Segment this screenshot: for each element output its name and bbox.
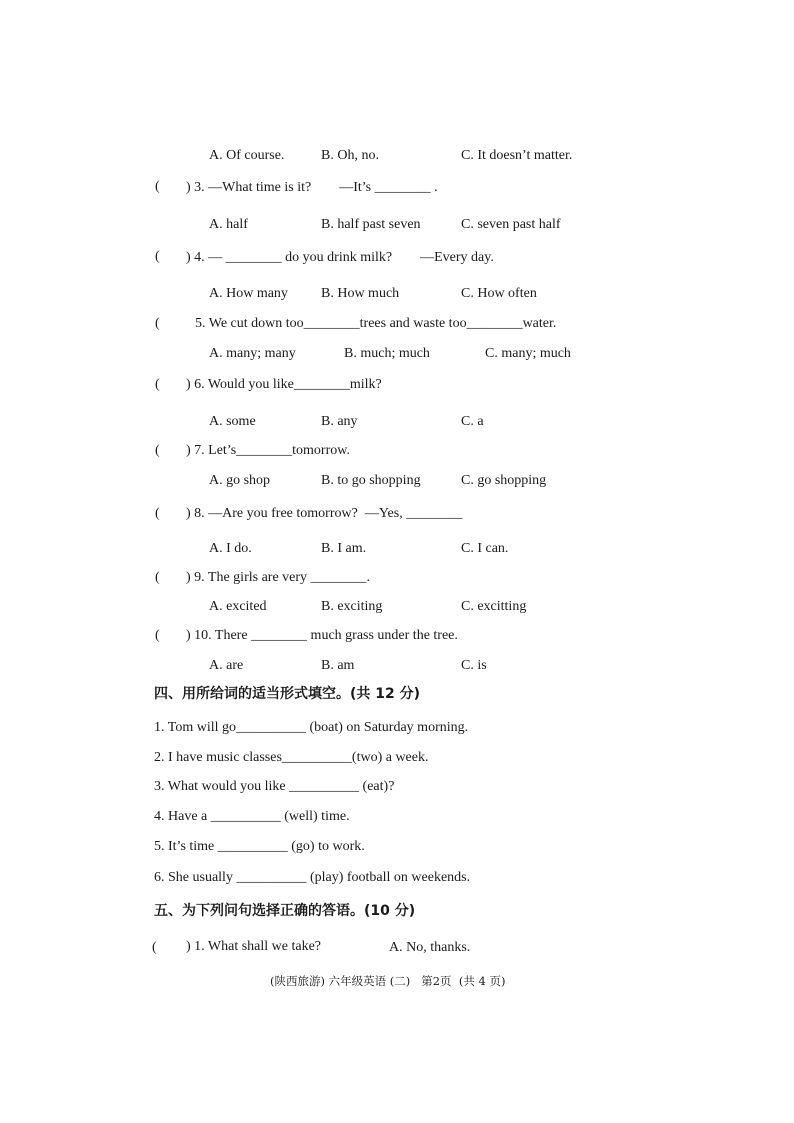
q9-option-c: C. excitting: [461, 599, 527, 614]
section5-heading: 五、为下列问句选择正确的答语。(10 分): [154, 903, 416, 919]
q3-option-b: B. half past seven: [321, 217, 421, 232]
page-footer: (陕西旅游) 六年级英语 (二) 第2页 (共 4 页): [270, 974, 506, 988]
q7-option-c: C. go shopping: [461, 473, 547, 488]
q6-option-a: A. some: [209, 414, 256, 429]
section4-heading: 四、用所给词的适当形式填空。(共 12 分): [154, 686, 421, 702]
fill-item-2: 2. I have music classes__________(two) a week.: [154, 750, 429, 765]
q4-option-a: A. How many: [209, 286, 288, 301]
q4-answer-paren[interactable]: (: [155, 249, 160, 264]
q10-option-a: A. are: [209, 658, 244, 673]
q3-stem: ) 3. —What time is it? —It’s ________ .: [186, 180, 438, 195]
q7-option-a: A. go shop: [209, 473, 271, 488]
q8-option-b: B. I am.: [321, 541, 367, 556]
q10-stem: ) 10. There ________ much grass under the tree.: [186, 628, 458, 643]
fill-item-4: 4. Have a __________ (well) time.: [154, 809, 350, 824]
q9-stem: ) 9. The girls are very ________.: [186, 570, 371, 585]
fill-item-3: 3. What would you like __________ (eat)?: [154, 779, 395, 794]
q6-stem: ) 6. Would you like________milk?: [186, 377, 382, 392]
q2-option-b: B. Oh, no.: [321, 148, 379, 163]
q7-option-b: B. to go shopping: [321, 473, 421, 488]
q5-option-c: C. many; much: [485, 346, 571, 361]
fill-item-5: 5. It’s time __________ (go) to work.: [154, 839, 365, 854]
s5-q1-answer-a: A. No, thanks.: [389, 940, 471, 955]
q8-option-c: C. I can.: [461, 541, 509, 556]
q6-option-b: B. any: [321, 414, 358, 429]
q6-answer-paren[interactable]: (: [155, 377, 160, 392]
q9-option-b: B. exciting: [321, 599, 383, 614]
q6-option-c: C. a: [461, 414, 484, 429]
q2-option-a: A. Of course.: [209, 148, 285, 163]
fill-item-6: 6. She usually __________ (play) football on weekends.: [154, 870, 471, 885]
q3-answer-paren[interactable]: (: [155, 179, 160, 194]
q7-stem: ) 7. Let’s________tomorrow.: [186, 443, 350, 458]
fill-item-1: 1. Tom will go__________ (boat) on Saturday morning.: [154, 720, 469, 735]
q10-answer-paren[interactable]: (: [155, 628, 160, 643]
q5-answer-paren[interactable]: (: [155, 316, 160, 331]
q2-option-c: C. It doesn’t matter.: [461, 148, 573, 163]
q5-stem: 5. We cut down too________trees and waste too________water.: [195, 316, 557, 331]
q9-option-a: A. excited: [209, 599, 267, 614]
q3-option-c: C. seven past half: [461, 217, 561, 232]
q4-option-c: C. How often: [461, 286, 537, 301]
q10-option-c: C. is: [461, 658, 487, 673]
s5-q1-answer-paren[interactable]: (: [152, 940, 157, 955]
q8-option-a: A. I do.: [209, 541, 252, 556]
q5-option-b: B. much; much: [344, 346, 430, 361]
q8-stem: ) 8. —Are you free tomorrow? —Yes, ________: [186, 506, 463, 521]
q9-answer-paren[interactable]: (: [155, 570, 160, 585]
q3-option-a: A. half: [209, 217, 248, 232]
s5-q1-stem: ) 1. What shall we take?: [186, 939, 322, 954]
q5-option-a: A. many; many: [209, 346, 296, 361]
q4-stem: ) 4. — ________ do you drink milk? —Every day.: [186, 250, 494, 265]
q10-option-b: B. am: [321, 658, 355, 673]
q4-option-b: B. How much: [321, 286, 400, 301]
q8-answer-paren[interactable]: (: [155, 506, 160, 521]
q7-answer-paren[interactable]: (: [155, 443, 160, 458]
